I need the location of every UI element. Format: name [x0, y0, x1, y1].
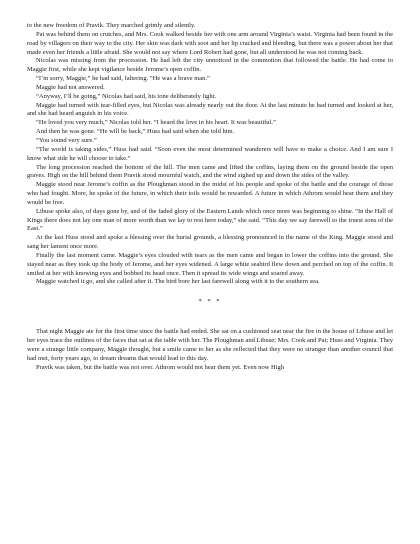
paragraph: “He loved you very much,” Nicolas told her. “I heard the love in his heart. It was beautiful.” [36, 119, 276, 127]
paragraph: “I’m sorry, Maggie,” he had said, faltering. “He was a brave man.” [36, 75, 210, 83]
paragraph: That night Maggie ate for the first time since the battle had ended. She sat on a cushioned seat near the fire in the house of Libuse and let her eyes trace the outlines of the faces that sat at the table with her. The Ploughman and Libuse; Mrs. Cook and Pat; Huss and Virginia. They were a strange little company, Maggie thought, but a smile came to her as she reflected that they were no stranger than another council that had met, forty years ago, to dream dreams that would lead to this day. [27, 328, 393, 362]
paragraph: “The world is taking sides,” Huss had said. “Soon even the most determined wanderers will have to make a choice. And I am sure I know what side he will choose to take.” [27, 145, 393, 162]
paragraph: Finally the last moment came. Maggie’s eyes clouded with tears as the men came and began to lower the coffins into the ground. She stayed near as they took up the body of Jerome, and her eyes widened. A large white seabird flew down and perched on top of the coffin. It smiled at her with knowing eyes and bobbed its head once. Then it spread its wide wings and soared away. [27, 251, 393, 277]
body-text-part1 [27, 22, 393, 287]
paragraph: to the new freedom of Pravik. They marched grimly and silently. [27, 22, 196, 29]
paragraph: “Anyway, I’ll be going,” Nicolas had said, his tone deliberately light. [36, 92, 217, 100]
paragraph: Maggie had not answered. [36, 83, 105, 91]
paragraph: Maggie stood near Jerome’s coffin as the Ploughman stood in the midst of his people and spoke of the battle and the courage of those who had fought. More, he spoke of the future, in which their toils would be rewarded. A future in which Athrom would hear them and they would be free. [27, 181, 393, 206]
paragraph: Libuse spoke also, of days gone by, and of the faded glory of the Eastern Lands which once more was beginning to shine. “In the Hall of Kings there does not lay one man of more worth than we lay to rest here today,” she said. “This day we say farewell to the truest sons of the East.” [27, 207, 393, 233]
paragraph: Pravik was taken, but the battle was not over. Athrom would not hear them yet. Even now High [36, 363, 285, 371]
paragraph: Maggie watched it go, and she called after it. The bird bore her last farewell along with it to the southern sea. [36, 278, 320, 286]
paragraph: The long procession reached the bottom of the hill. The men came and lifted the coffins, laying them on the ground beside the open graves. High on the hill behind them Pravik stood mournful watch, and the wind sighed up and down the sides of the valley. [27, 163, 393, 180]
paragraph: At the last Huss stood and spoke a blessing over the burial grounds, a blessing pronounced in the name of the King. Maggie stood and sang her lament once more. [27, 234, 393, 251]
paragraph: “You sound very sure.” [36, 136, 97, 144]
paragraph: And then he was gone. “He will be back,” Huss had said when she told him. [36, 128, 235, 136]
paragraph: Pat was behind them on crutches, and Mrs. Cook walked beside her with one arm around Virginia’s waist. Virginia had been found in the road by villagers on their way to the city. Her skin was dark with soot and her lip cracked and bleeding, but there was a power about her that made even her friends a little afraid. She would not say where Lord Robert had gone, but all understood he was not coming back. [27, 30, 393, 56]
section-break: * * * [198, 298, 222, 306]
body-text-part2 [27, 328, 393, 372]
paragraph: Maggie had turned with tear-filled eyes, but Nicolas was already nearly out the door. At the last minute he had turned and looked at her, and she had heard anguish in his voice. [27, 101, 393, 118]
paragraph: Nicolas was missing from the procession. He had left the city unnoticed in the commotion that followed the battle. He had come to Maggie first, while she kept vigilance beside Jerome’s open coffin. [27, 57, 393, 74]
